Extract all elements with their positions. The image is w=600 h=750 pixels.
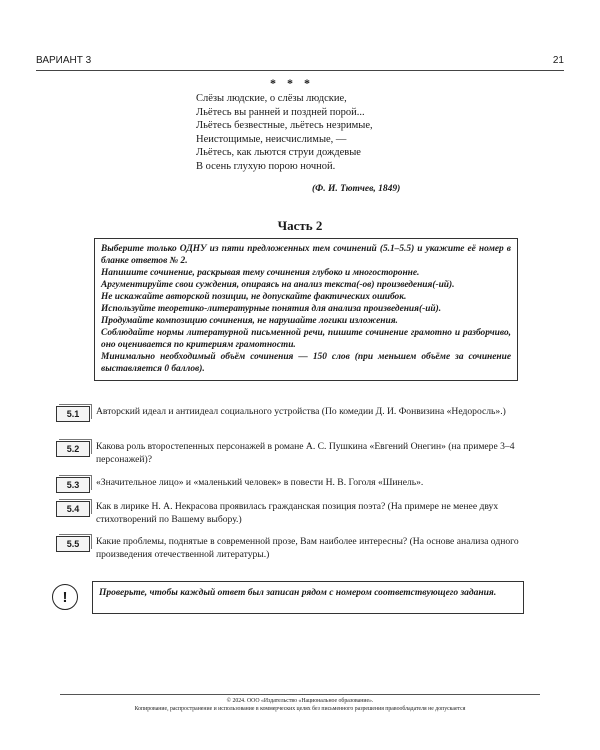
poem-line: Слёзы людские, о слёзы людские, bbox=[196, 93, 347, 104]
instructions-box bbox=[94, 238, 518, 381]
poem-line: Неистощимые, неисчислимые, — bbox=[196, 133, 347, 145]
task-number: 5.5 bbox=[56, 536, 90, 552]
page-footer bbox=[60, 694, 540, 713]
instruction-line: Не искажайте авторской позиции, не допускайте фактических ошибок. bbox=[101, 292, 407, 302]
page-number: 21 bbox=[552, 55, 564, 66]
instruction-line: Аргументируйте свои суждения, опираясь на анализ текста(-ов) произведения(-ий). bbox=[101, 280, 455, 290]
instruction-line: Продумайте композицию сочинения, не нарушайте логики изложения. bbox=[101, 316, 398, 326]
poem-attribution: (Ф. И. Тютчев, 1849) bbox=[312, 184, 401, 194]
poem bbox=[196, 92, 373, 173]
notice-box bbox=[92, 581, 524, 614]
task-text: Авторский идеал и антиидеал социального устройства (По комедии Д. И. Фонвизина «Недоросль».) bbox=[96, 406, 506, 417]
task-text: Как в лирике Н. А. Некрасова проявилась гражданская позиция поэта? (На примере не менее двух стихотворений по Вашему выбору.) bbox=[96, 501, 499, 525]
footer-copyright: © 2024. ООО «Издательство «Национальное образование». bbox=[226, 698, 374, 704]
instruction-line: Минимально необходимый объём сочинения — 150 слов (при меньшем объёме за сочинение выставляется 0 баллов). bbox=[101, 352, 511, 374]
task-text: Какова роль второстепенных персонажей в романе А. С. Пушкина «Евгений Онегин» (на примере 3–4 персонажей)? bbox=[96, 441, 515, 465]
task-text: «Значительное лицо» и «маленький человек» в повести Н. В. Гоголя «Шинель». bbox=[96, 477, 424, 488]
page-header bbox=[36, 54, 564, 71]
variant-label: ВАРИАНТ 3 bbox=[36, 55, 92, 66]
task-number: 5.1 bbox=[56, 406, 90, 422]
exclamation-icon: ! bbox=[52, 584, 78, 610]
task-number: 5.3 bbox=[56, 477, 90, 493]
instruction-line: Используйте теоретико-литературные понятия для анализа произведения(-ий). bbox=[101, 304, 442, 314]
footer-rights: Копирование, распространение и использование в коммерческих целях без письменного разрешения правообладателя не допускается bbox=[134, 706, 466, 712]
poem-line: Льётесь безвестные, льётесь незримые, bbox=[196, 120, 373, 131]
poem-stars: * * * bbox=[270, 76, 314, 90]
poem-line: Льётесь вы ранней и поздней порой... bbox=[196, 106, 365, 118]
poem-line: Льётесь, как льются струи дождевые bbox=[196, 147, 361, 158]
instruction-line: Соблюдайте нормы литературной письменной речи, пишите сочинение грамотно и разборчиво, оно оценивается по критериям грамотности. bbox=[101, 328, 511, 350]
task-number: 5.4 bbox=[56, 501, 90, 517]
part-title: Часть 2 bbox=[277, 218, 323, 233]
instruction-line: Выберите только ОДНУ из пяти предложенных тем сочинений (5.1–5.5) и укажите её номер в бланке ответов № 2. bbox=[101, 244, 511, 266]
task-number: 5.2 bbox=[56, 441, 90, 457]
poem-line: В осень глухую порою ночной. bbox=[196, 160, 336, 172]
task-text: Какие проблемы, поднятые в современной прозе, Вам наиболее интересны? (На основе анализа одного произведения отечественной литературы.) bbox=[96, 536, 519, 560]
instruction-line: Напишите сочинение, раскрывая тему сочинения глубоко и многосторонне. bbox=[101, 268, 420, 278]
notice-text: Проверьте, чтобы каждый ответ был записан рядом с номером соответствующего задания. bbox=[99, 588, 497, 598]
